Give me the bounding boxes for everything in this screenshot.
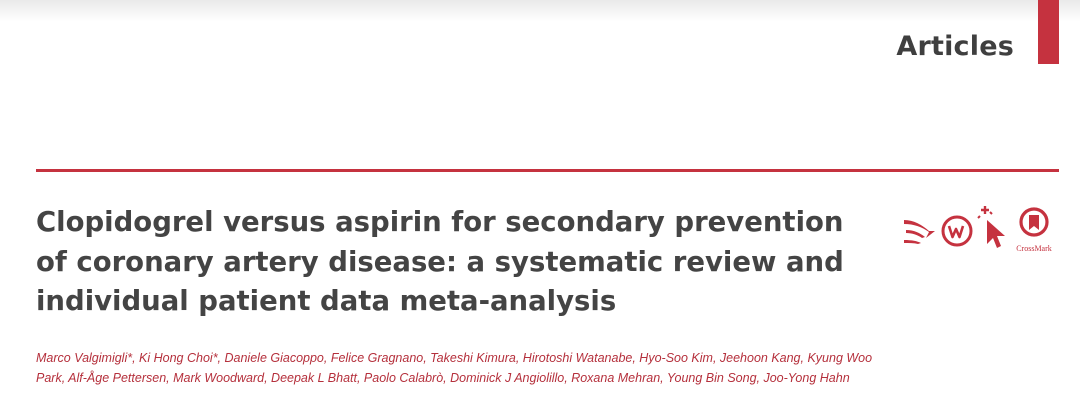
article-tools — [900, 200, 1060, 260]
share-arrow-icon[interactable] — [902, 216, 938, 246]
click-cursor-icon[interactable] — [976, 204, 1010, 250]
top-shade — [0, 0, 1080, 22]
crossmark-icon[interactable] — [1014, 206, 1054, 254]
article-title: Clopidogrel versus aspirin for secondary prevention of coronary artery disease: a systematic review and individual patient data meta-analysis — [36, 206, 844, 317]
header-rule — [36, 169, 1059, 172]
section-label: Articles — [896, 31, 1014, 62]
crossmark-label: CrossMark — [1016, 244, 1052, 253]
section-tab — [1038, 0, 1059, 64]
author-list: Marco Valgimigli*, Ki Hong Choi*, Daniele Giacoppo, Felice Gragnano, Takeshi Kimura, Hirotoshi Watanabe, Hyo-Soo Kim, Jeehoon Kang, Kyung Woo Park, Alf-Åge Pettersen, Mark Woodward, Deepak L Bhatt, Paolo Calabrò, Dominick J Angiolillo, Roxana Mehran, Young Bin Song, Joo-Yong Hahn — [36, 351, 873, 385]
w-circle-icon[interactable] — [940, 214, 974, 248]
